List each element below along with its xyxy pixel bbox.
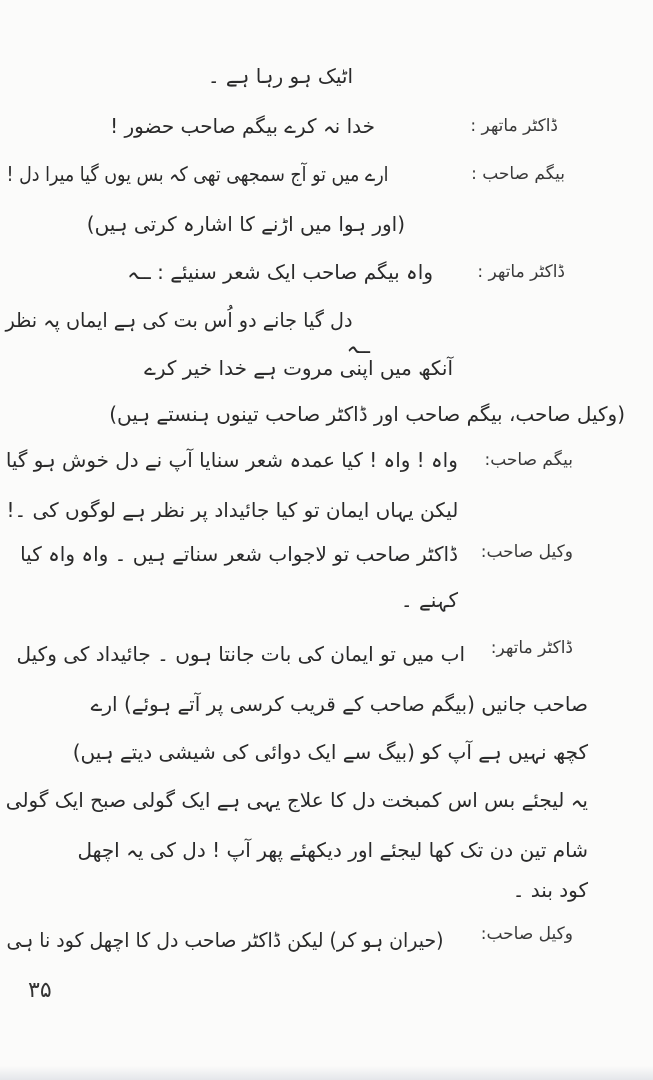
speaker-name: ڈاکٹر ماتھر : <box>470 116 558 136</box>
dialogue-line: لیکن یہاں ایمان تو کیا جائیداد پر نظر ہے لوگوں کی ۔! <box>6 498 458 522</box>
dialogue-line: واہ ! واہ ! کیا عمدہ شعر سنایا آپ نے دل خوش ہو گیا <box>5 448 458 472</box>
speaker-name: وکیل صاحب: <box>480 924 573 944</box>
speaker-name: ڈاکٹر ماتھر : <box>477 262 565 282</box>
verse-line: دل گیا جانے دو اُس بت کی ہے ایماں پہ نظر <box>5 308 353 332</box>
stage-direction: (اور ہوا میں اڑنے کا اشارہ کرتی ہیں) <box>86 212 405 236</box>
script-line <box>208 62 353 90</box>
stage-direction: (وکیل صاحب، بیگم صاحب اور ڈاکٹر صاحب تینوں ہنستے ہیں) <box>109 402 625 426</box>
verse-mark: ــہ <box>346 334 370 358</box>
speaker-name: بیگم صاحب : <box>471 164 565 184</box>
page-edge-shadow <box>0 1066 653 1080</box>
dialogue-line: ڈاکٹر صاحب تو لاجواب شعر سناتے ہیں ۔ واہ واہ کیا <box>20 542 458 566</box>
dialogue-line: کچھ نہیں ہے آپ کو (بیگ سے ایک دوائی کی شیشی دیتے ہیں) <box>72 740 588 764</box>
dialogue-line: کود بند ۔ <box>512 878 588 902</box>
page-number: ۳۵ <box>28 978 52 1003</box>
dialogue-line: واہ بیگم صاحب ایک شعر سنیئے : ــہ <box>127 260 433 284</box>
speaker-name: وکیل صاحب: <box>480 542 573 562</box>
dialogue-line: اب میں تو ایمان کی بات جانتا ہوں ۔ جائیداد کی وکیل <box>16 642 465 666</box>
line-text: اٹیک ہو رہا ہے ۔ <box>207 64 353 88</box>
dialogue-line: خدا نہ کرے بیگم صاحب حضور ! <box>110 114 375 138</box>
verse-line: آنکھ میں اپنی مروت ہے خدا خیر کرے <box>144 356 453 380</box>
speaker-name: ڈاکٹر ماتھر: <box>490 638 573 658</box>
dialogue-line: کہنے ۔ <box>400 588 458 612</box>
dialogue-line: (حیران ہو کر) لیکن ڈاکٹر صاحب دل کا اچھل کود نا ہی <box>5 928 443 952</box>
dialogue-line: صاحب جانیں (بیگم صاحب کے قریب کرسی پر آتے ہوئے) ارے <box>90 692 588 716</box>
speaker-name: بیگم صاحب: <box>484 450 573 470</box>
dialogue-line: یہ لیجئے بس اس کمبخت دل کا علاج یہی ہے ایک گولی صبح ایک گولی <box>5 788 588 812</box>
dialogue-line: ارے میں تو آج سمجھی تھی کہ بس یوں گیا میرا دل ! <box>6 162 388 186</box>
dialogue-line: شام تین دن تک کھا لیجئے اور دیکھئے پھر آپ ! دل کی یہ اچھل <box>77 838 588 862</box>
